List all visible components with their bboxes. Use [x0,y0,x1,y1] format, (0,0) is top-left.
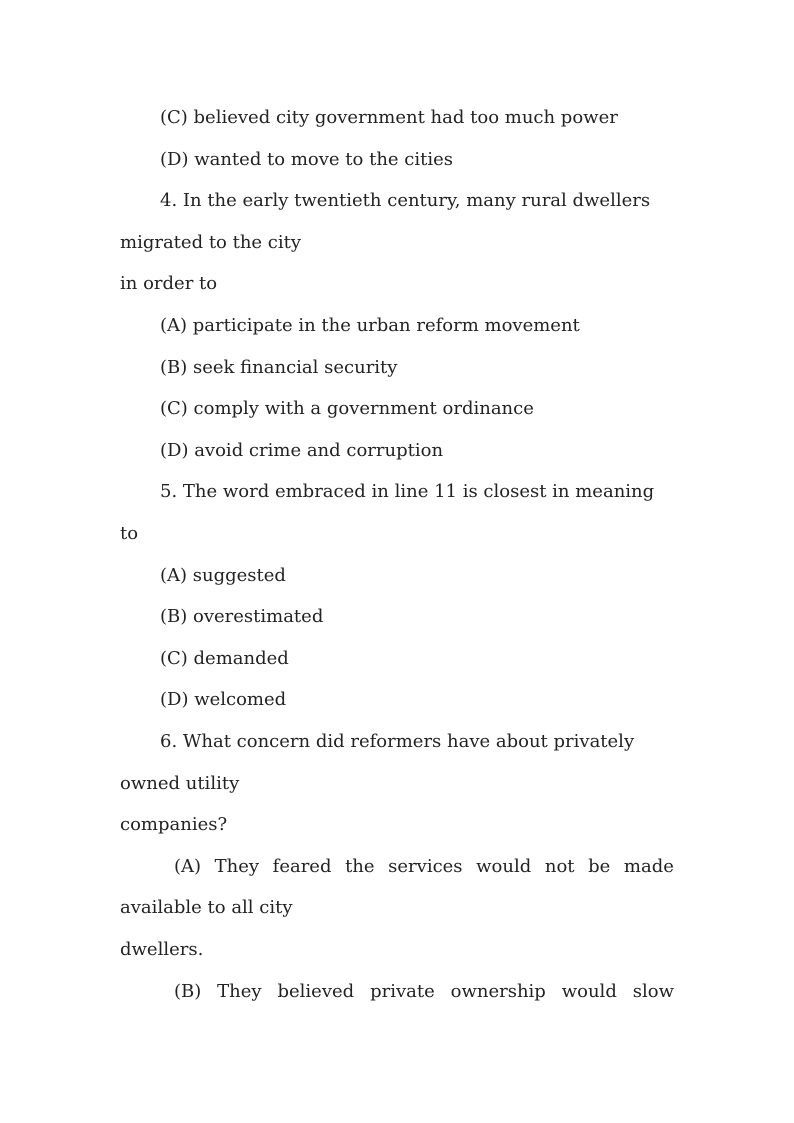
word: believed [277,981,355,1002]
word: slow [632,981,674,1002]
q4-option-c: (C) comply with a government ordinance [160,398,534,419]
q5-stem-line2: to [120,523,139,544]
q5-option-c: (C) demanded [160,648,289,669]
q6-stem-line1: 6. What concern did reformers have about privately [160,731,635,752]
word: made [623,856,674,877]
word: services [388,856,463,877]
q6-option-a-line1 [174,855,674,879]
q6-stem-line2: owned utility [120,773,240,794]
q5-option-d: (D) welcomed [160,689,287,710]
word: would [476,856,532,877]
word: (A) [174,856,202,877]
word: not [544,856,575,877]
q6-option-a-line2: available to all city [120,897,293,918]
q4-option-b: (B) seek financial security [160,357,398,378]
q3-option-c: (C) believed city government had too much power [160,107,618,128]
q5-option-b: (B) overestimated [160,606,324,627]
q4-option-a: (A) participate in the urban reform movement [160,315,580,336]
word: would [561,981,617,1002]
q3-option-d: (D) wanted to move to the cities [160,149,454,170]
word: the [345,856,375,877]
q4-stem-line3: in order to [120,273,218,294]
q5-option-a: (A) suggested [160,565,286,586]
word: They [214,856,260,877]
word: feared [272,856,332,877]
q5-stem-line1: 5. The word embraced in line 11 is closest in meaning [160,481,655,502]
word: (B) [174,981,202,1002]
word: private [370,981,435,1002]
q4-option-d: (D) avoid crime and corruption [160,440,444,461]
word: ownership [450,981,546,1002]
word: They [217,981,262,1002]
q6-stem-line3: companies? [120,814,228,835]
q6-option-b-line1 [174,980,674,1004]
word: be [588,856,611,877]
q4-stem-line2: migrated to the city [120,232,302,253]
q6-option-a-line3: dwellers. [120,939,204,960]
q4-stem-line1: 4. In the early twentieth century, many rural dwellers [160,190,651,211]
